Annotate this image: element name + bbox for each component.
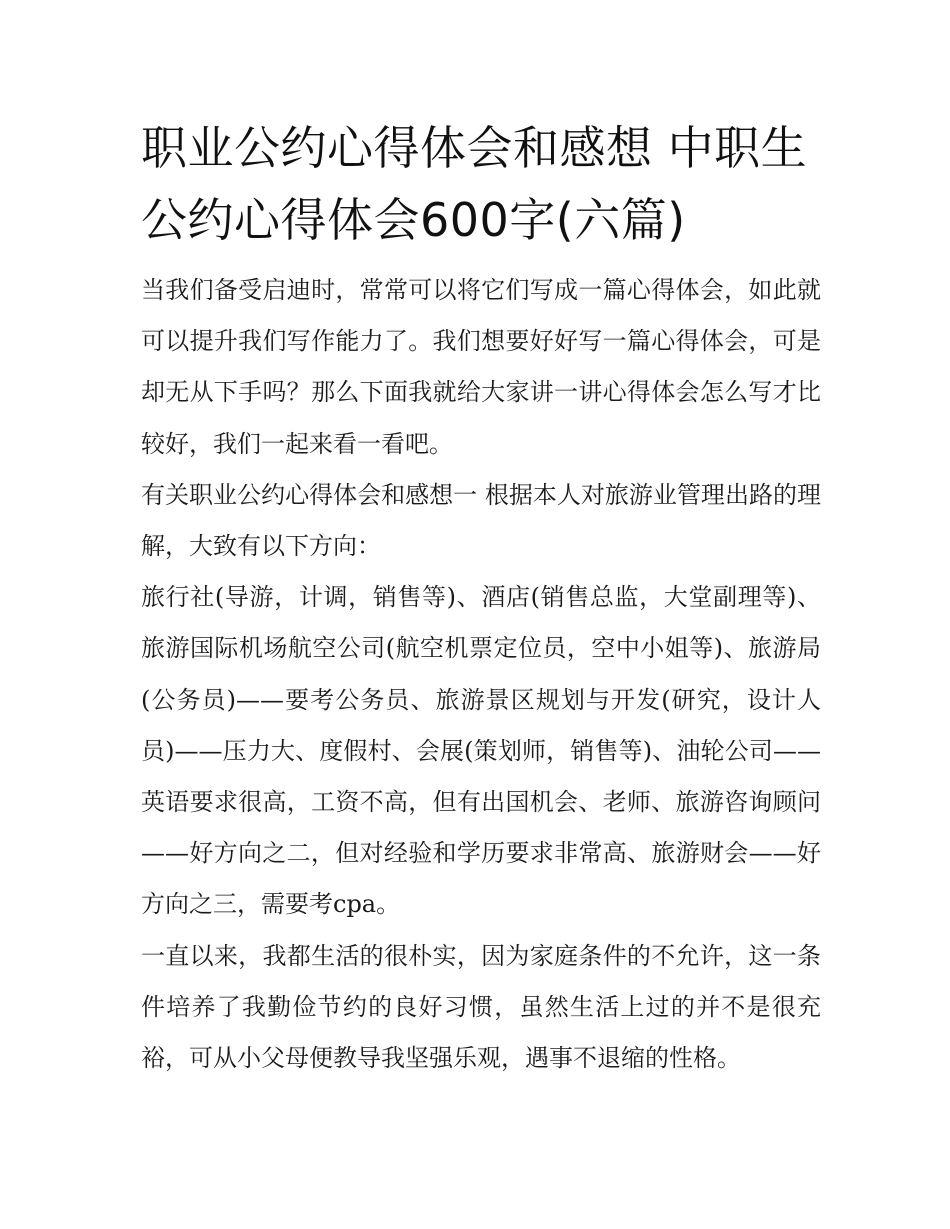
document-title: 职业公约心得体会和感想 中职生公约心得体会600字(六篇) bbox=[141, 121, 808, 247]
paragraph-section-one-intro: 有关职业公约心得体会和感想一 根据本人对旅游业管理出路的理解，大致有以下方向： bbox=[141, 480, 821, 561]
paragraph-intro: 当我们备受启迪时，常常可以将它们写成一篇心得体会，如此就可以提升我们写作能力了。我们想要好好写一篇心得体会，可是却无从下手吗？那么下面我就给大家讲一讲心得体会怎么写才比较好，我们一起来看一看吧。 bbox=[141, 276, 821, 458]
paragraph-personal-background: 一直以来，我都生活的很朴实，因为家庭条件的不允许，这一条件培养了我勤俭节约的良好习惯，虽然生活上过的并不是很充裕，可从小父母便教导我坚强乐观，遇事不退缩的性格。 bbox=[141, 941, 821, 1073]
paragraph-career-directions: 旅行社(导游，计调，销售等)、酒店(销售总监，大堂副理等)、旅游国际机场航空公司(航空机票定位员，空中小姐等)、旅游局(公务员)——要考公务员、旅游景区规划与开发(研究，设计人员)——压力大、度假村、会展(策划师，销售等)、油轮公司——英语要求很高，工资不高，但有出国机会、老师、旅游咨询顾问——好方向之二，但对经验和学历要求非常高、旅游财会——好方向之三，需要考cpa。 bbox=[141, 583, 821, 919]
document-body bbox=[141, 112, 821, 1084]
